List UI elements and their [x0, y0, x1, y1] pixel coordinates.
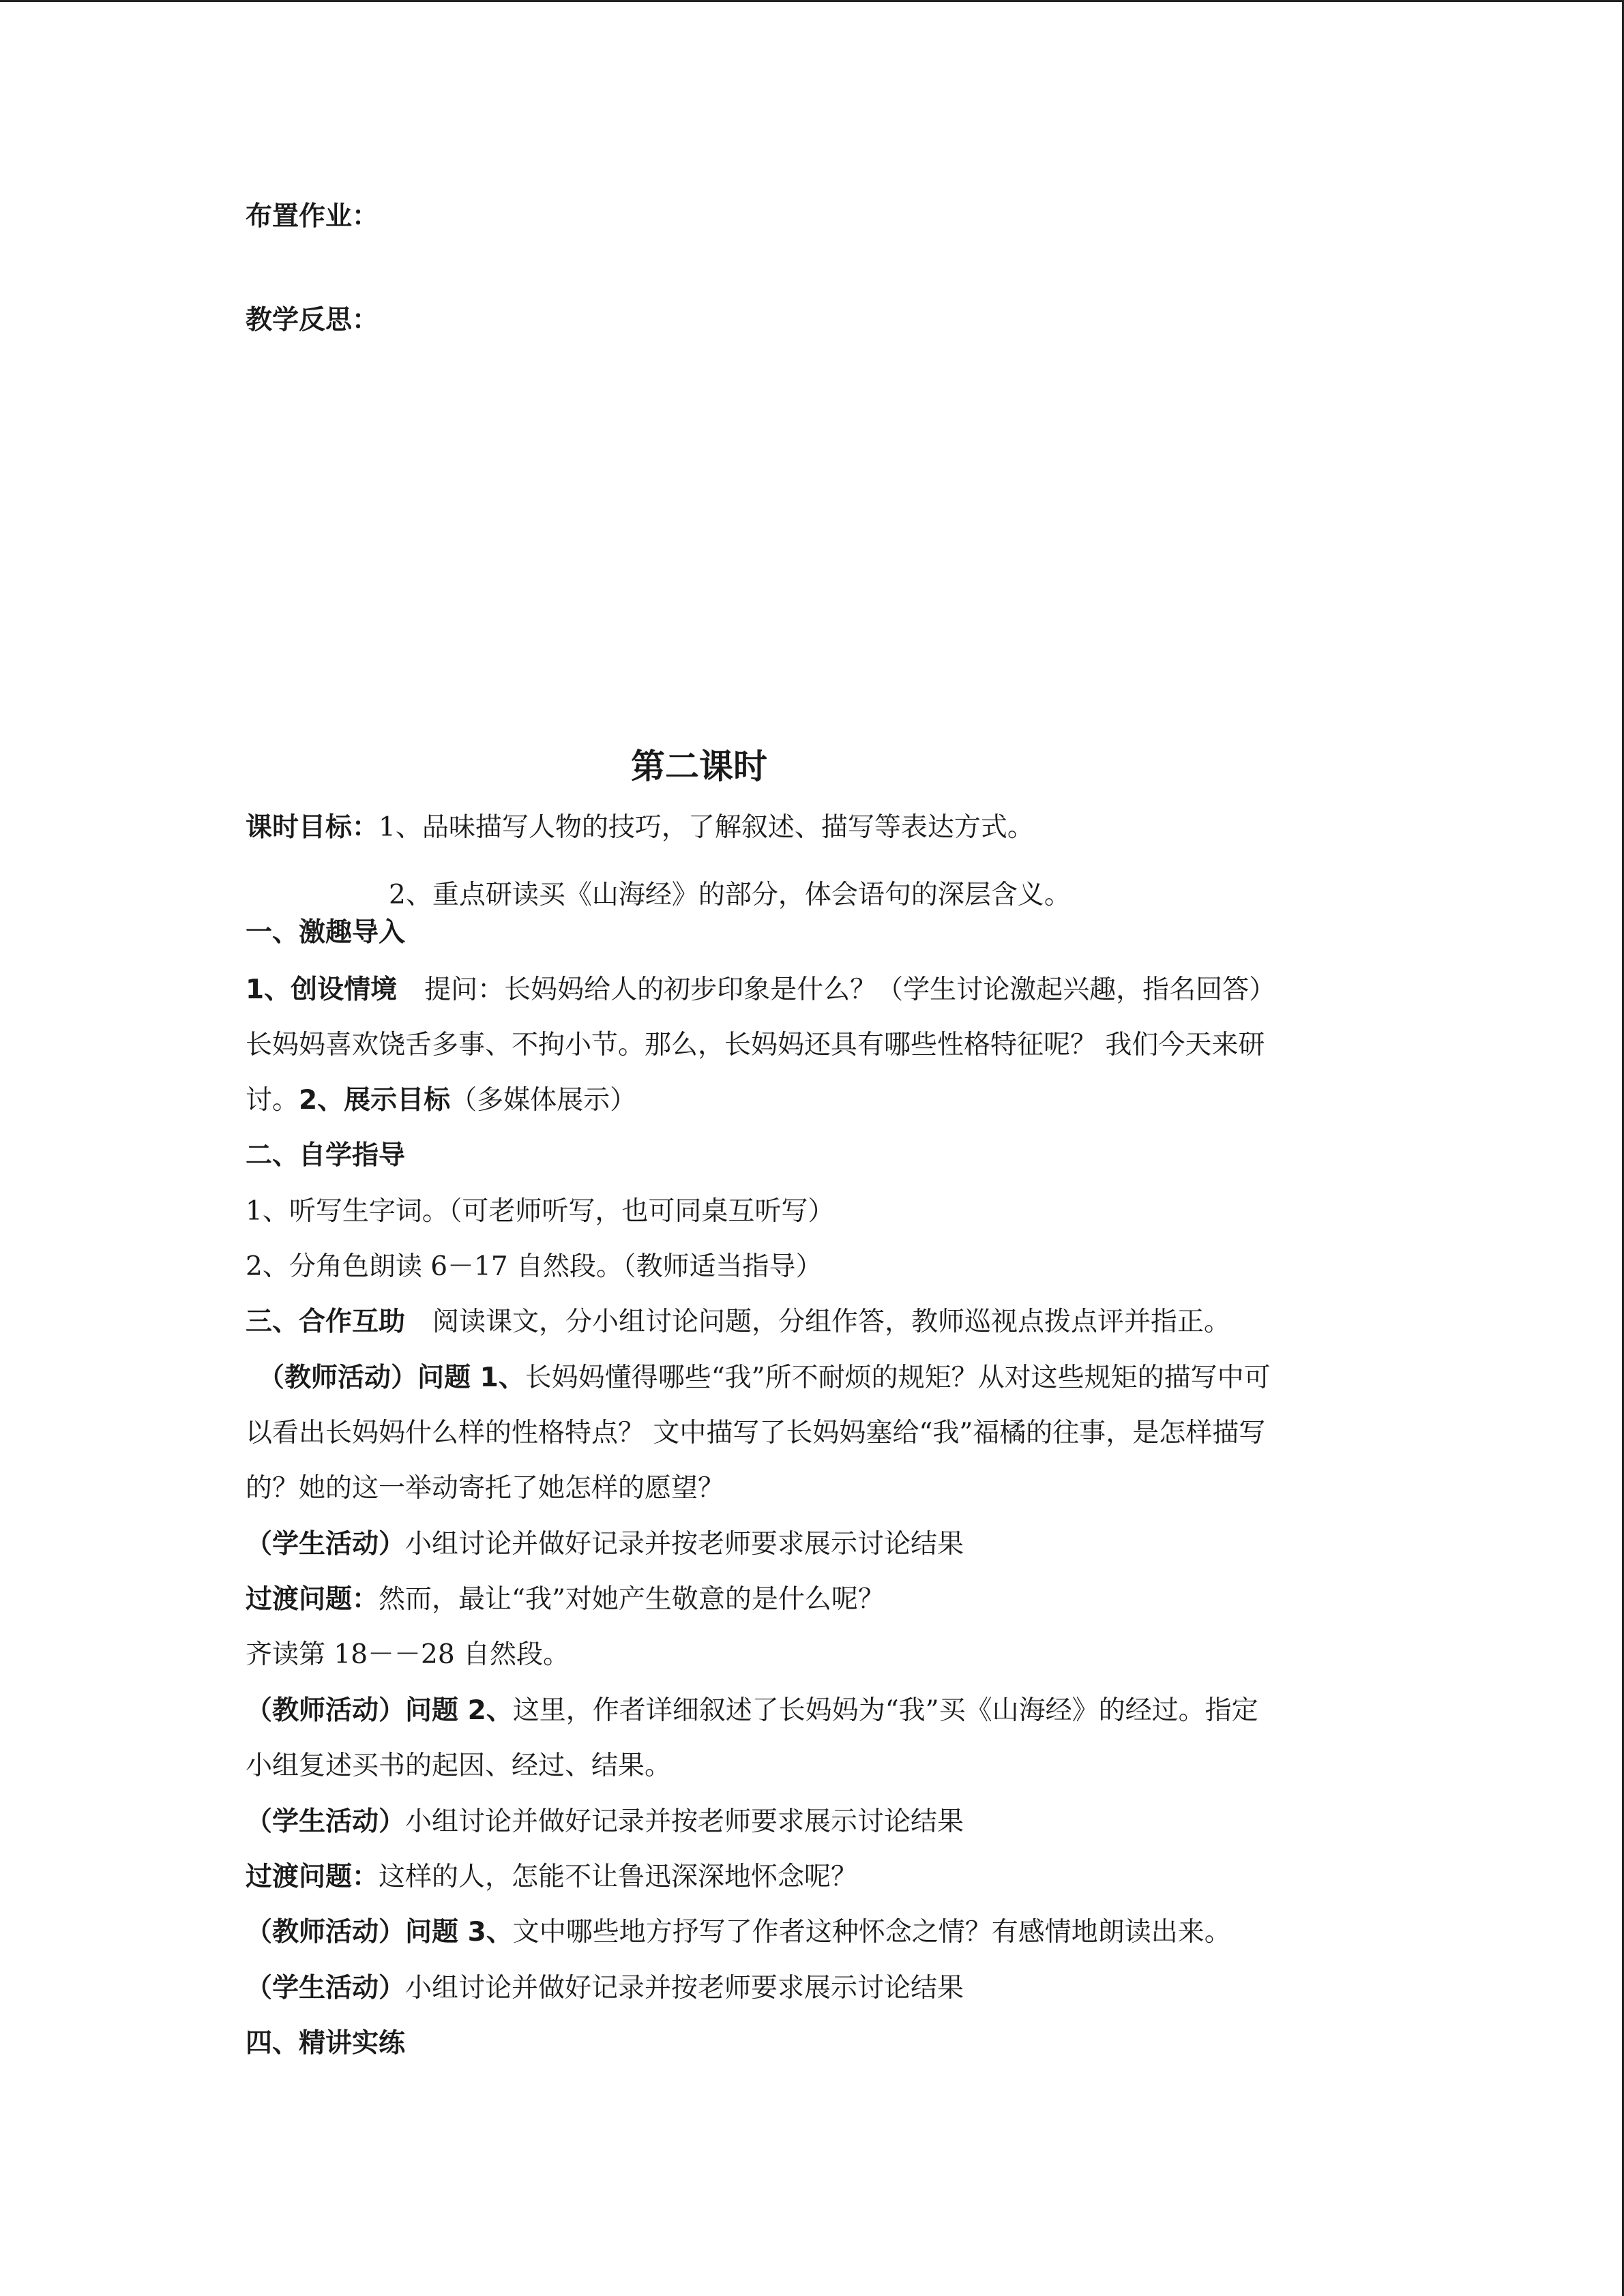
lesson-title: 第二课时	[631, 747, 767, 786]
question-3-label: （教师活动）问题 3、	[246, 1917, 513, 1948]
page-top-border	[0, 0, 1624, 2]
section-3-heading-line	[246, 1303, 1230, 1341]
section-3-heading: 三、合作互助	[246, 1307, 406, 1337]
section-1-heading: 一、激趣导入	[246, 917, 406, 948]
transition-2	[246, 1858, 857, 1896]
section-4-heading: 四、精讲实练	[246, 2028, 406, 2059]
transition-2-label: 过渡问题：	[246, 1862, 379, 1892]
section-3-heading-text: 阅读课文，分小组讨论问题，分组作答，教师巡视点拨点评并指正。	[432, 1307, 1231, 1337]
section-1-item-1-cont: 长妈妈喜欢饶舌多事、不拘小节。那么，长妈妈还具有哪些性格特征呢？ 我们今天来研	[246, 1030, 1265, 1060]
student-activity-2	[246, 1803, 964, 1841]
question-3	[246, 1913, 1231, 1952]
student-activity-3-text: 小组讨论并做好记录并按老师要求展示讨论结果	[405, 1973, 964, 2003]
question-2-text: 这里，作者详细叙述了长妈妈为“我”买《山海经》的经过。指定	[512, 1695, 1258, 1726]
student-activity-1-label: （学生活动）	[246, 1529, 406, 1560]
question-1-cont-1: 以看出长妈妈什么样的性格特点？ 文中描写了长妈妈塞给“我”福橘的往事，是怎样描写	[246, 1418, 1266, 1448]
section-2-item-1: 1、听写生字词。（可老师听写，也可同桌互听写）	[246, 1196, 835, 1227]
question-3-text: 文中哪些地方抒写了作者这种怀念之情？有感情地朗读出来。	[512, 1917, 1231, 1948]
section-2-heading: 二、自学指导	[246, 1140, 406, 1171]
item-1-tail: 讨。	[246, 1085, 299, 1116]
item-2-text: （多媒体展示）	[450, 1085, 637, 1116]
section-1-item-2	[246, 1082, 636, 1120]
section-2-item-2: 2、分角色朗读 6－17 自然段。（教师适当指导）	[246, 1251, 823, 1282]
question-1-text: 长妈妈懂得哪些“我”所不耐烦的规矩？从对这些规矩的描写中可	[525, 1362, 1271, 1393]
question-1-cont-2: 的？她的这一举动寄托了她怎样的愿望？	[246, 1473, 725, 1504]
item-2-label: 2、展示目标	[299, 1085, 451, 1116]
transition-1-label: 过渡问题：	[246, 1584, 379, 1615]
reflection-label: 教学反思：	[246, 305, 379, 336]
student-activity-1-text: 小组讨论并做好记录并按老师要求展示讨论结果	[405, 1529, 964, 1560]
transition-1	[246, 1581, 885, 1619]
item-1-text: 提问：长妈妈给人的初步印象是什么？（学生讨论激起兴趣，指名回答）	[424, 974, 1276, 1005]
transition-1-text: 然而，最让“我”对她产生敬意的是什么呢？	[379, 1584, 885, 1615]
student-activity-3-label: （学生活动）	[246, 1973, 406, 2003]
goals-label: 课时目标：	[246, 812, 379, 843]
lesson-goals	[246, 809, 1034, 847]
question-2-cont: 小组复述买书的起因、经过、结果。	[246, 1750, 672, 1781]
question-2-label: （教师活动）问题 2、	[246, 1695, 513, 1726]
student-activity-1	[246, 1525, 964, 1564]
student-activity-2-label: （学生活动）	[246, 1806, 406, 1837]
question-2	[246, 1692, 1258, 1730]
student-activity-3	[246, 1969, 964, 2008]
group-reading: 齐读第 18－－28 自然段。	[246, 1639, 570, 1670]
question-1-label: （教师活动）问题 1、	[258, 1362, 525, 1393]
goal-1: 1、品味描写人物的技巧，了解叙述、描写等表达方式。	[379, 812, 1034, 843]
item-1-label: 1、创设情境	[246, 974, 398, 1005]
student-activity-2-text: 小组讨论并做好记录并按老师要求展示讨论结果	[405, 1806, 964, 1837]
transition-2-text: 这样的人，怎能不让鲁迅深深地怀念呢？	[379, 1862, 858, 1892]
assignment-label: 布置作业：	[246, 201, 379, 232]
section-1-item-1	[246, 971, 1275, 1009]
goal-2: 2、重点研读买《山海经》的部分，体会语句的深层含义。	[389, 880, 1071, 910]
question-1	[258, 1359, 1271, 1397]
